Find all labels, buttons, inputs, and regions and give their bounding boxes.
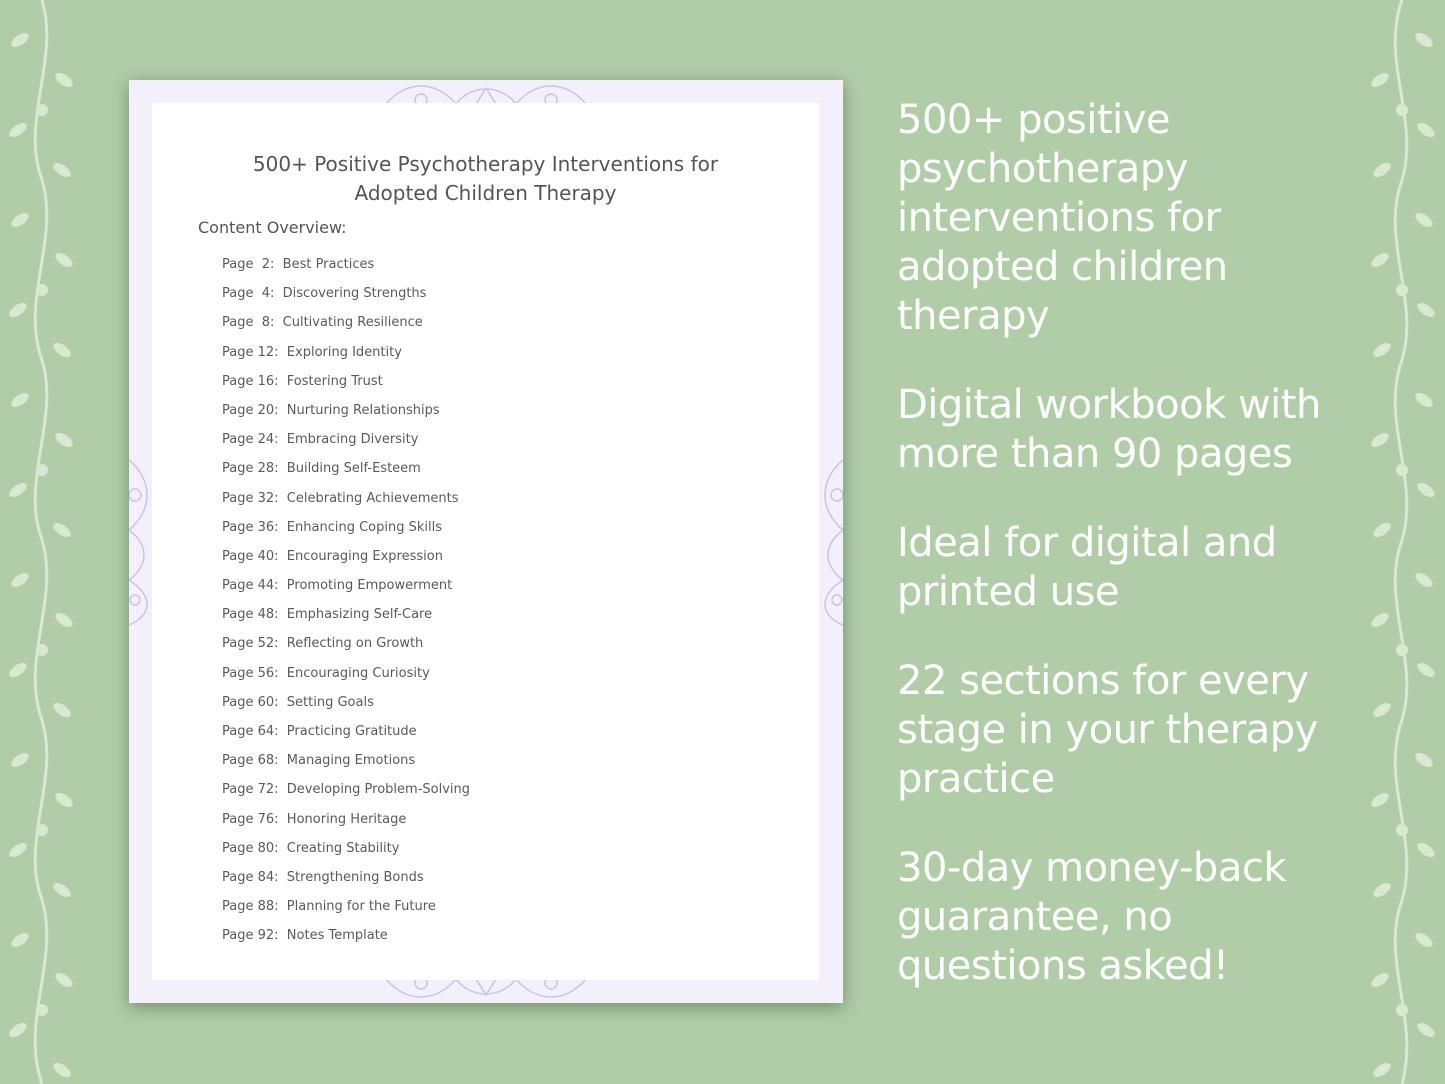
toc-section-label: Setting Goals	[286, 694, 374, 710]
toc-page-number: Page 88:	[222, 899, 279, 915]
toc-page-number: Page 20:	[222, 402, 279, 418]
toc-page-number: Page 60:	[222, 694, 279, 710]
toc-item	[222, 547, 470, 576]
toc-section-label: Cultivating Resilience	[282, 315, 423, 331]
toc-page-number: Page 4:	[222, 286, 275, 302]
toc-section-label: Emphasizing Self-Care	[286, 607, 433, 623]
document-title	[152, 150, 819, 208]
toc-item	[222, 576, 470, 605]
toc-item	[222, 780, 470, 809]
toc-item	[222, 664, 470, 693]
toc-item	[222, 430, 470, 459]
toc-section-label: Strengthening Bonds	[286, 869, 424, 885]
toc-page-number: Page 40:	[222, 548, 279, 564]
toc-item	[222, 313, 470, 342]
toc-item	[222, 839, 470, 868]
toc-page-number: Page 48:	[222, 607, 279, 623]
toc-section-label: Exploring Identity	[286, 344, 402, 360]
toc-item	[222, 897, 470, 926]
toc-item	[222, 255, 470, 284]
toc-item	[222, 693, 470, 722]
toc-section-label: Practicing Gratitude	[286, 724, 417, 739]
toc-section-label: Planning for the Future	[286, 899, 436, 915]
toc-item	[222, 722, 470, 751]
toc-item	[222, 372, 470, 401]
toc-section-label: Best Practices	[282, 257, 375, 272]
feature-item: Digital workbook with more than 90 pages	[897, 382, 1321, 477]
toc-page-number: Page 92:	[222, 928, 279, 944]
toc-section-label: Celebrating Achievements	[286, 490, 459, 506]
document-title-line-1: 500+ Positive Psychotherapy Interventions for	[252, 152, 719, 177]
toc-item	[222, 868, 470, 897]
toc-item	[222, 810, 470, 839]
toc-section-label: Enhancing Coping Skills	[286, 519, 442, 535]
toc-item	[222, 751, 470, 780]
document-title-line-2: Adopted Children Therapy	[354, 181, 617, 206]
toc-page-number: Page 44:	[222, 578, 279, 594]
toc-page-number: Page 24:	[222, 432, 279, 448]
mandala-bottom-icon	[376, 979, 596, 1003]
toc-page-number: Page 56:	[222, 665, 279, 681]
toc-page-number: Page 12:	[222, 344, 279, 360]
toc-section-label: Managing Emotions	[286, 753, 416, 769]
toc-section-label: Embracing Diversity	[286, 432, 419, 448]
toc-item	[222, 459, 470, 488]
toc-item	[222, 926, 470, 955]
toc-item	[222, 401, 470, 430]
toc-item	[222, 518, 470, 547]
toc-section-label: Notes Template	[286, 928, 388, 944]
toc-page-number: Page 68:	[222, 753, 279, 769]
toc-page-number: Page 64:	[222, 724, 279, 739]
toc-item	[222, 489, 470, 518]
mandala-right-icon	[819, 450, 843, 630]
toc-item	[222, 605, 470, 634]
toc-item	[222, 343, 470, 372]
toc-page-number: Page 72:	[222, 782, 279, 798]
toc-item	[222, 284, 470, 313]
toc-section-label: Discovering Strengths	[282, 286, 427, 302]
feature-item: 500+ positive psychotherapy interventions for adopted children therapy	[897, 97, 1228, 339]
toc-section-label: Nurturing Relationships	[286, 402, 440, 418]
toc-page-number: Page 52:	[222, 636, 279, 652]
toc-page-number: Page 32:	[222, 490, 279, 506]
toc-page-number: Page 28:	[222, 461, 279, 477]
toc-page-number: Page 16:	[222, 373, 279, 389]
feature-item: 30-day money-back guarantee, no questions asked!	[897, 845, 1286, 989]
toc-section-label: Reflecting on Growth	[286, 636, 424, 652]
toc-page-number: Page 36:	[222, 519, 279, 535]
toc-section-label: Developing Problem-Solving	[286, 782, 471, 798]
document-page	[152, 103, 819, 980]
toc-section-label: Encouraging Curiosity	[286, 665, 430, 681]
toc-page-number: Page 8:	[222, 315, 275, 331]
toc-section-label: Promoting Empowerment	[286, 578, 453, 594]
feature-list	[897, 96, 1357, 1031]
toc-section-label: Building Self-Esteem	[286, 461, 421, 477]
toc-section-label: Encouraging Expression	[286, 548, 443, 564]
toc-page-number: Page 80:	[222, 840, 279, 856]
floral-vine-right-icon	[1360, 0, 1445, 1084]
table-of-contents	[222, 255, 470, 956]
feature-item: Ideal for digital and printed use	[897, 520, 1277, 615]
toc-section-label: Fostering Trust	[286, 373, 383, 389]
toc-page-number: Page 84:	[222, 869, 279, 885]
toc-page-number: Page 76:	[222, 811, 279, 827]
toc-page-number: Page 2:	[222, 257, 275, 272]
floral-vine-left-icon	[0, 0, 85, 1084]
toc-section-label: Creating Stability	[286, 840, 400, 856]
document-preview	[129, 80, 843, 1003]
toc-section-label: Honoring Heritage	[286, 811, 407, 827]
feature-item: 22 sections for every stage in your therapy practice	[897, 658, 1318, 802]
mandala-top-icon	[376, 80, 596, 104]
mandala-left-icon	[129, 450, 153, 630]
toc-item	[222, 634, 470, 663]
content-overview-heading: Content Overview:	[198, 218, 347, 237]
